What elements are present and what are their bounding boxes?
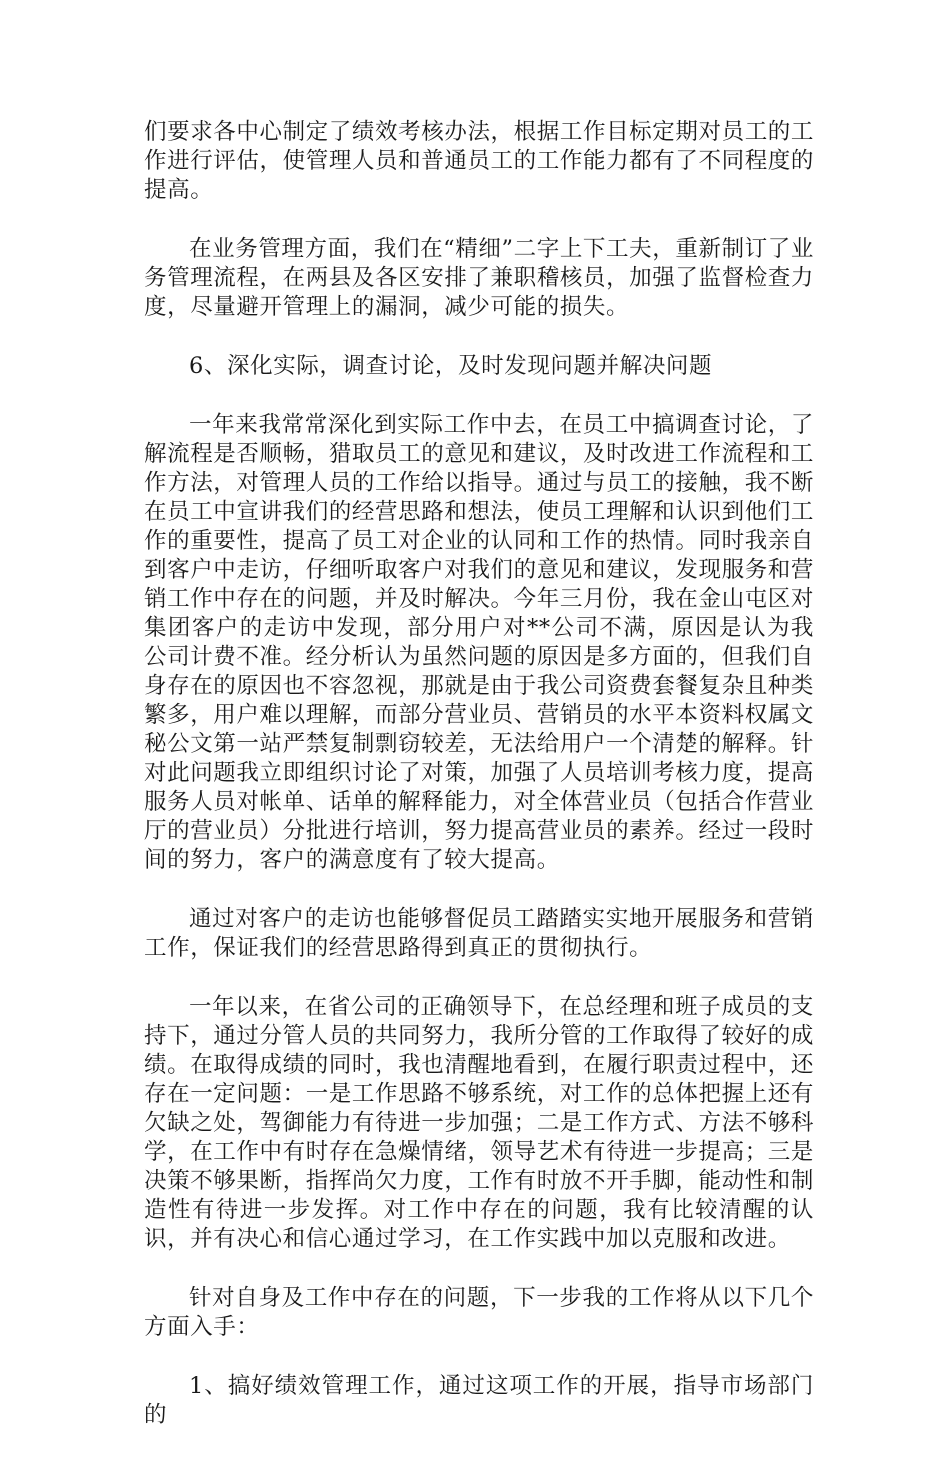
- section-heading-6: 6、深化实际，调查讨论，及时发现问题并解决问题: [189, 353, 713, 379]
- paragraph-customer-visits: 通过对客户的走访也能够督促员工踏踏实实地开展服务和营销工作，保证我们的经营思路得到真正的贯彻执行。: [144, 906, 814, 961]
- paragraph-next-steps-intro: 针对自身及工作中存在的问题，下一步我的工作将从以下几个方面入手：: [144, 1285, 814, 1340]
- document-body: [144, 118, 814, 1460]
- paragraph-business-management: 在业务管理方面，我们在“精细”二字上下工夫，重新制订了业务管理流程，在两县及各区安排了兼职稽核员，加强了监督检查力度，尽量避开管理上的漏洞，减少可能的损失。: [144, 236, 814, 320]
- paragraph-self-assessment: 一年以来，在省公司的正确领导下，在总经理和班子成员的支持下，通过分管人员的共同努力，我所分管的工作取得了较好的成绩。在取得成绩的同时，我也清醒地看到，在履行职责过程中，还存在一定问题：一是工作思路不够系统，对工作的总体把握上还有欠缺之处，驾御能力有待进一步加强；二是工作方式、方法不够科学，在工作中有时存在急燥情绪，领导艺术有待进一步提高；三是决策不够果断，指挥尚欠力度，工作有时放不开手脚，能动性和制造性有待进一步发挥。对工作中存在的问题，我有比较清醒的认识，并有决心和信心通过学习，在工作实践中加以克服和改进。: [144, 994, 814, 1252]
- paragraph-field-investigation: 一年来我常常深化到实际工作中去，在员工中搞调查讨论，了解流程是否顺畅，猎取员工的意见和建议，及时改进工作流程和工作方法，对管理人员的工作给以指导。通过与员工的接触，我不断在员工中宣讲我们的经营思路和想法，使员工理解和认识到他们工作的重要性，提高了员工对企业的认同和工作的热情。同时我亲自到客户中走访，仔细听取客户对我们的意见和建议，发现服务和营销工作中存在的问题，并及时解决。今年三月份，我在金山屯区对集团客户的走访中发现，部分用户对**公司不满，原因是认为我公司计费不准。经分析认为虽然问题的原因是多方面的，但我们自身存在的原因也不容忽视，那就是由于我公司资费套餐复杂且种类繁多，用户难以理解，而部分营业员、营销员的水平本资料权属文秘公文第一站严禁复制剽窃较差，无法给用户一个清楚的解释。针对此问题我立即组织讨论了对策，加强了人员培训考核力度，提高服务人员对帐单、话单的解释能力，对全体营业员（包括合作营业厅的营业员）分批进行培训，努力提高营业员的素养。经过一段时间的努力，客户的满意度有了较大提高。: [144, 412, 814, 873]
- paragraph-next-step-1: 1、搞好绩效管理工作，通过这项工作的开展，指导市场部门的: [144, 1373, 814, 1428]
- paragraph-continuation: 们要求各中心制定了绩效考核办法，根据工作目标定期对员工的工作进行评估，使管理人员和普通员工的工作能力都有了不同程度的提高。: [144, 119, 814, 203]
